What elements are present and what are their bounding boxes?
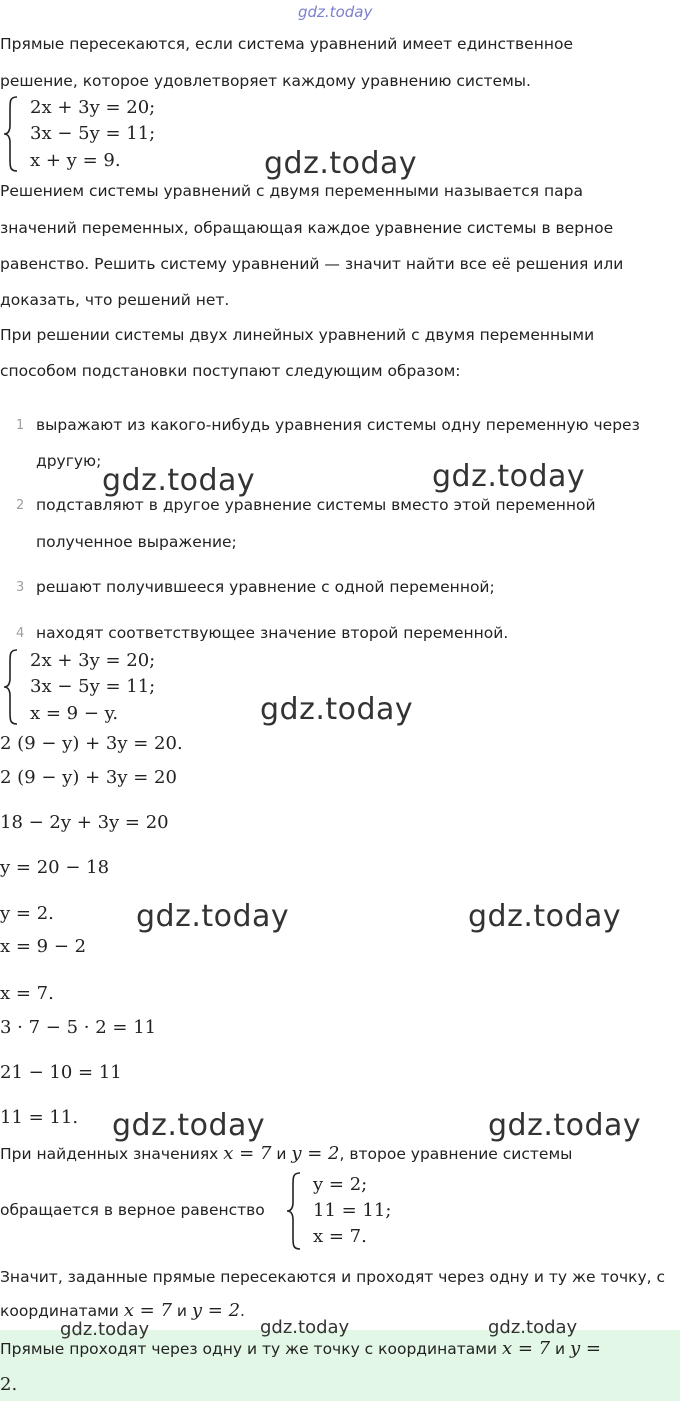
conclusion-y-value: y = 2 (191, 1300, 241, 1321)
watermark: gdz.today (264, 146, 418, 181)
calc-line: 3 · 7 − 5 · 2 = 11 (0, 1017, 157, 1038)
definition-line-2: значений переменных, обращающая каждое уравнение системы в верное (0, 219, 614, 237)
check-line-1 (0, 1143, 572, 1164)
definition-line-3: равенство. Решить систему уравнений — значит найти все её решения или (0, 255, 624, 273)
check-and: и (271, 1145, 292, 1163)
system1-eq-1: 2x + 3y = 20; (30, 97, 156, 118)
definition-line-4: доказать, что решений нет. (0, 291, 230, 309)
watermark: gdz.today (432, 459, 586, 494)
check-text: При найденных значениях (0, 1145, 224, 1163)
system1-eq-2: 3x − 5y = 11; (30, 123, 156, 144)
step-number: 2 (16, 498, 25, 513)
system2-eq-2: 3x − 5y = 11; (30, 676, 156, 697)
check-y-value: y = 2 (291, 1143, 340, 1164)
conclusion-x-value: x = 7 (123, 1300, 172, 1321)
conclusion-end: . (240, 1302, 245, 1320)
calc-line: 21 − 10 = 11 (0, 1062, 122, 1083)
check-system-eq-1: y = 2; (313, 1174, 368, 1195)
calc-line: y = 20 − 18 (0, 857, 110, 878)
step-text: решают получившееся уравнение с одной переменной; (36, 578, 495, 596)
answer-and: и (550, 1340, 571, 1358)
step-text: полученное выражение; (36, 533, 237, 551)
method-line-2: способом подстановки поступают следующим образом: (0, 362, 461, 380)
answer-x-value: x = 7 (501, 1338, 551, 1359)
step-number: 3 (16, 580, 25, 595)
conclusion-line-2 (0, 1300, 245, 1321)
answer-line-1 (0, 1338, 601, 1359)
watermark-top: gdz.today (298, 3, 373, 21)
watermark: gdz.today (260, 1317, 350, 1338)
system2-eq-1: 2x + 3y = 20; (30, 650, 156, 671)
answer-text: Прямые проходят через одну и ту же точку с координатами (0, 1340, 502, 1358)
watermark: gdz.today (468, 899, 622, 934)
conclusion-line-1: Значит, заданные прямые пересекаются и проходят через одну и ту же точку, с (0, 1268, 666, 1286)
step-text: находят соответствующее значение второй переменной. (36, 624, 509, 642)
calc-line: x = 7. (0, 983, 54, 1004)
system1-eq-3: x + y = 9. (30, 150, 121, 171)
step-number: 1 (16, 418, 25, 433)
step-text: подставляют в другое уравнение системы вместо этой переменной (36, 496, 596, 514)
watermark: gdz.today (488, 1108, 642, 1143)
system2-eq-3: x = 9 − y. (30, 703, 119, 724)
step-number: 4 (16, 626, 25, 641)
watermark: gdz.today (60, 1319, 150, 1340)
calc-line: y = 2. (0, 903, 54, 924)
calc-line: 18 − 2y + 3y = 20 (0, 812, 169, 833)
watermark: gdz.today (112, 1108, 266, 1143)
answer-line-2: 2. (0, 1374, 18, 1395)
intro-line-2: решение, которое удовлетворяет каждому уравнению системы. (0, 72, 531, 90)
check-line-2: обращается в верное равенство (0, 1201, 265, 1219)
watermark: gdz.today (102, 463, 256, 498)
check-system-eq-2: 11 = 11; (313, 1200, 392, 1221)
watermark: gdz.today (488, 1317, 578, 1338)
calc-line: x = 9 − 2 (0, 936, 87, 957)
check-x-value: x = 7 (223, 1143, 272, 1164)
definition-line-1: Решением системы уравнений с двумя переменными называется пара (0, 182, 583, 200)
watermark: gdz.today (260, 692, 414, 727)
step-text: другую; (36, 452, 102, 470)
system-brace (2, 648, 20, 726)
step-text: выражают из какого-нибудь уравнения системы одну переменную через (36, 416, 640, 434)
answer-y-value: y = (570, 1338, 602, 1359)
calc-line: 2 (9 − y) + 3y = 20. (0, 733, 183, 754)
system-brace (2, 95, 20, 173)
calc-line: 11 = 11. (0, 1107, 79, 1128)
conclusion-and: и (171, 1302, 192, 1320)
system-brace (285, 1171, 303, 1251)
intro-line-1: Прямые пересекаются, если система уравнений имеет единственное (0, 35, 574, 53)
method-line-1: При решении системы двух линейных уравнений с двумя переменными (0, 326, 595, 344)
check-system-eq-3: x = 7. (313, 1226, 367, 1247)
calc-line: 2 (9 − y) + 3y = 20 (0, 767, 177, 788)
answer-box (0, 1330, 680, 1401)
watermark: gdz.today (136, 899, 290, 934)
check-text-end: , второе уравнение системы (339, 1145, 573, 1163)
conclusion-text: координатами (0, 1302, 124, 1320)
